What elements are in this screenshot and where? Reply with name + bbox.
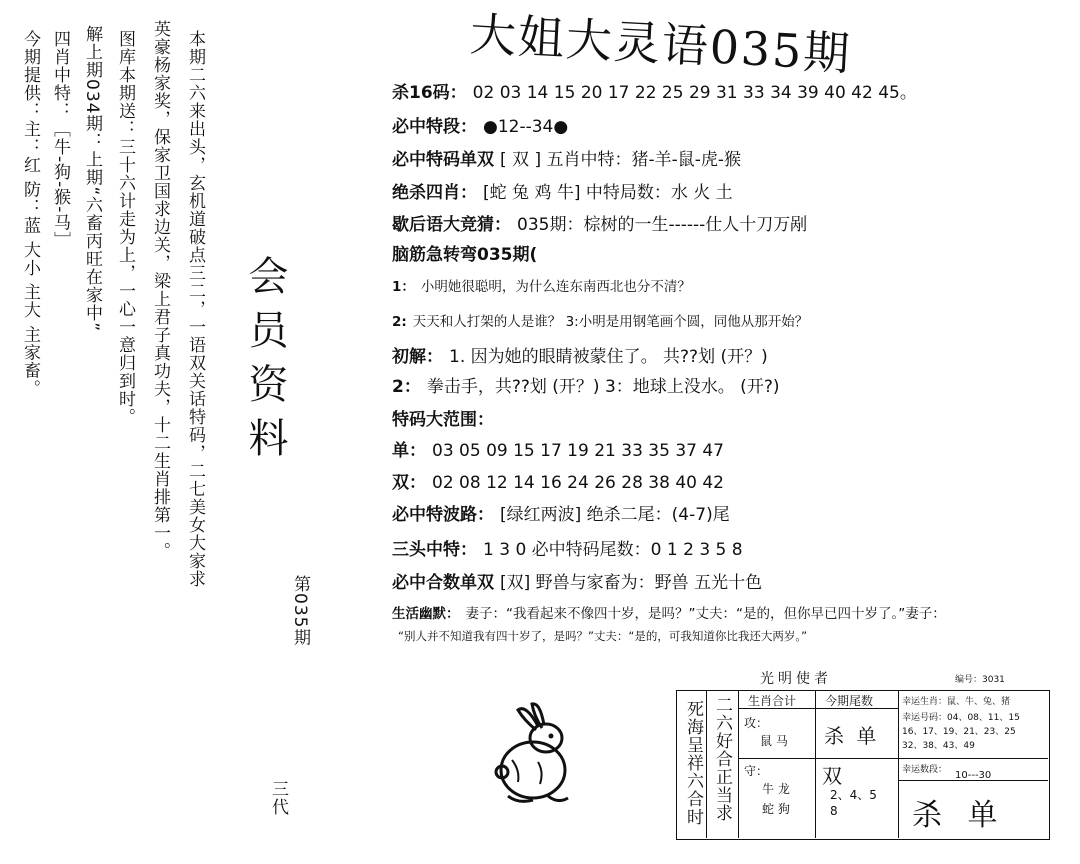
content-line [392, 210, 807, 235]
line-label: 必中特码单双 [392, 150, 494, 170]
content-line [392, 240, 543, 265]
line-label: 歇后语大竞猜： [392, 215, 511, 235]
lucky-numbers-1: 幸运号码：04、08、11、15 [902, 713, 1020, 723]
content-line [392, 342, 768, 367]
line-label: 脑筋急转弯035期( [392, 245, 538, 265]
line-value: 妻子：“我看起来不像四十岁，是吗？”丈夫：“是的，但你早已四十岁了。”妻子： [465, 606, 946, 622]
line-label: 单： [392, 441, 426, 461]
line-label: 2: [392, 314, 407, 330]
table-vertical-2: 二六好合正当求 [712, 696, 732, 822]
attack-value: 鼠 马 [760, 734, 788, 748]
line-label: 必中合数单双 [392, 573, 494, 593]
line-label: 三头中特： [392, 540, 477, 560]
line-value: 02 08 12 14 16 24 26 28 38 40 42 [432, 473, 724, 493]
line-value: [ 双 ] 五肖中特：猪-羊-鼠-虎-猴 [500, 150, 742, 170]
attack-label: 攻： [744, 716, 769, 730]
tails-value: 2、4、5 [830, 788, 877, 802]
defend-label: 守： [744, 764, 769, 778]
left-column-four-zodiac: 四肖中特：［牛-狗-猴-马］ [50, 30, 70, 250]
content-line [392, 145, 741, 170]
issue-number: 第035期 [290, 575, 310, 647]
line-label: 1： [392, 279, 415, 295]
left-extra-text: 三代 [268, 780, 288, 816]
line-label: 必中特段： [392, 117, 477, 137]
content-line [392, 500, 730, 525]
content-line [392, 436, 724, 461]
content-line [392, 275, 691, 295]
content-line [392, 310, 808, 330]
content-line [392, 468, 724, 493]
line-value: ●12--34● [483, 117, 569, 137]
line-value: 02 03 14 15 20 17 22 25 29 31 33 34 39 40 42 45。 [472, 83, 917, 103]
line-label: 杀16码： [392, 83, 467, 103]
content-line [392, 568, 762, 593]
line-value: 1 3 0 必中特码尾数：0 1 2 3 5 8 [483, 540, 743, 560]
defend-value-2: 蛇 狗 [762, 802, 790, 816]
line-value: 天天和人打架的人是谁？ 3:小明是用钢笔画个圆，同他从那开始？ [412, 314, 809, 330]
table-vertical-1: 死海呈祥六合时 [683, 700, 703, 826]
content-line [392, 178, 733, 203]
content-line [392, 535, 743, 560]
line-value: “别人并不知道我有四十岁了，是吗？”丈夫：“是的，可我知道你比我还大两岁。” [398, 629, 808, 643]
line-value: 拳击手，共??划 (开？) 3：地球上没水。 (开?) [426, 377, 780, 397]
line-value: 03 05 09 15 17 19 21 33 35 37 47 [432, 441, 724, 461]
rabbit-icon [478, 700, 588, 810]
lucky-numbers-2: 16、17、19、21、23、25 [902, 727, 1016, 737]
lucky-zodiac: 幸运生肖：鼠、牛、兔、猪 [902, 697, 1011, 707]
left-column-provider: 今期提供：主：红 防：蓝 大小 主大 主家畜。 [20, 30, 40, 398]
page-title: 大姐大灵语035期 [468, 7, 853, 81]
content-line [392, 78, 917, 103]
left-column-gallery-gift: 图库本期送：三十六计走为上，一心一意归到时。 [115, 30, 135, 426]
line-label: 必中特波路： [392, 505, 494, 525]
content-line [392, 372, 779, 397]
line-value: [双] 野兽与家畜为：野兽 五光十色 [500, 573, 763, 593]
line-label: 绝杀四肖： [392, 183, 477, 203]
double-label: 双 [822, 764, 842, 788]
table-code: 编号：3031 [955, 675, 1005, 685]
member-data-heading: 会员资料 [242, 255, 288, 471]
line-label: 双： [392, 473, 426, 493]
tails-value-2: 8 [830, 804, 838, 818]
big-kill-single: 杀 单 [912, 798, 1006, 833]
lucky-range-value: 10---30 [955, 770, 992, 781]
line-value: 035期：棕树的一生------仕人十刀万剐 [517, 215, 808, 235]
col-zodiac-head: 生肖合计 [748, 694, 797, 708]
left-column-poem-2: 英豪杨家奖，保家卫国求边关，梁上君子真功夫，十二生肖排第一。 [150, 20, 170, 560]
line-label: 生活幽默： [392, 606, 460, 622]
kill-single: 杀 单 [824, 724, 880, 748]
line-label: 2： [392, 377, 421, 397]
col-tail-head: 今期尾数 [825, 694, 874, 708]
content-line [392, 405, 500, 430]
lucky-numbers-3: 32、38、43、49 [902, 741, 975, 751]
defend-value-1: 牛 龙 [762, 782, 790, 796]
left-column-poem-1: 本期二六来出头，玄机道破点三二，一语双关话特码，二七美女大家求 [185, 30, 205, 588]
line-value: [绿红两波] 绝杀二尾：(4-7)尾 [500, 505, 730, 525]
left-column-last-issue: 解上期034期：上期“六畜丙旺在家中” [82, 25, 102, 333]
line-value: [蛇 兔 鸡 牛] 中特局数：水 火 土 [483, 183, 733, 203]
lucky-range-label: 幸运数段： [902, 765, 948, 775]
line-value: 1. 因为她的眼睛被蒙住了。 共??划 (开？) [449, 347, 768, 367]
content-line [392, 628, 807, 644]
line-label: 特码大范围： [392, 410, 494, 430]
table-header: 光明使者 [760, 671, 832, 687]
content-line [392, 112, 568, 137]
line-value: 小明她很聪明，为什么连东南西北也分不清？ [420, 279, 691, 295]
content-line [392, 602, 946, 622]
line-label: 初解： [392, 347, 443, 367]
